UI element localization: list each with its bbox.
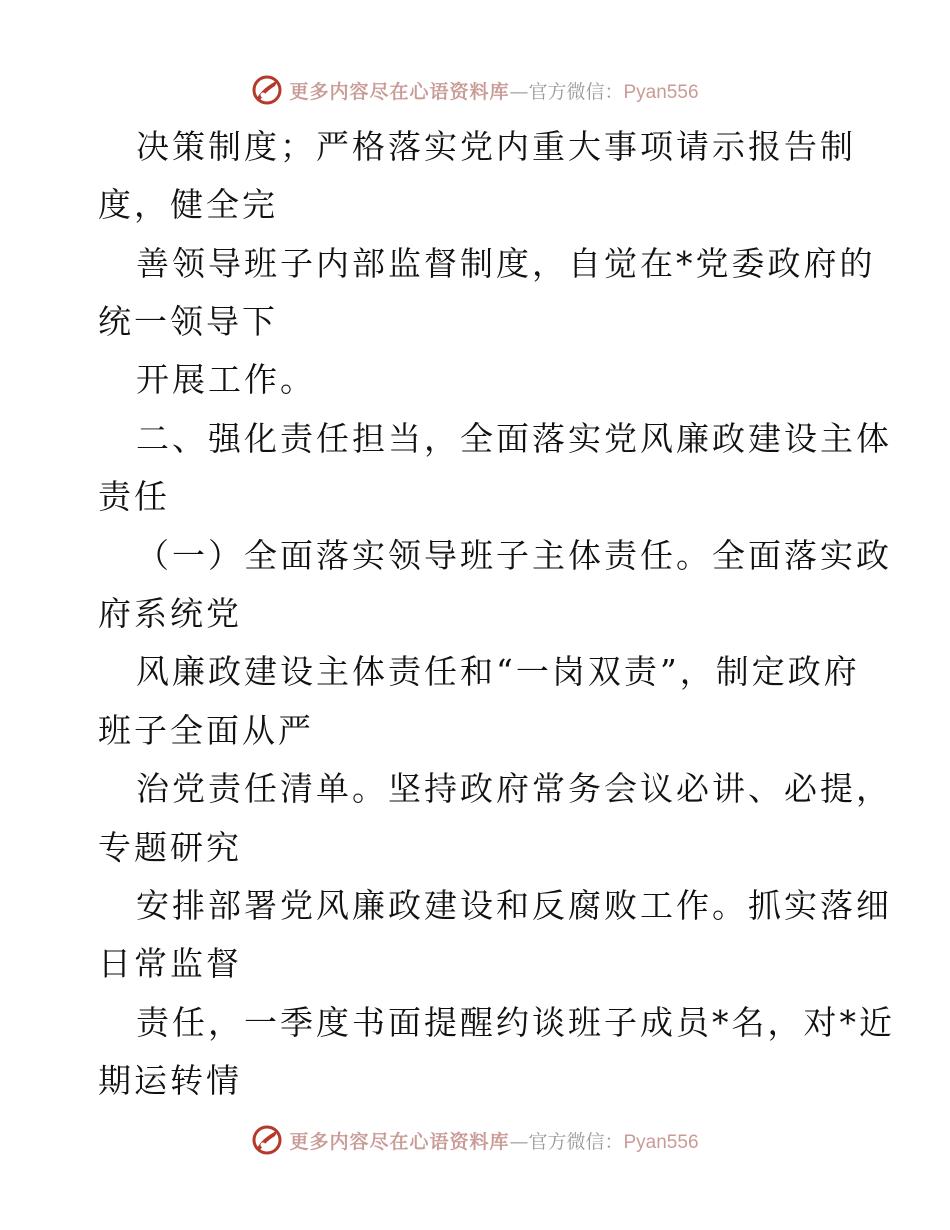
watermark-wechat-id: Pyan556 xyxy=(623,1131,699,1153)
body-line: 期运转情 xyxy=(98,1061,242,1100)
section-heading: 二、强化责任担当，全面落实党风廉政建设主体 xyxy=(136,419,892,458)
section-heading-cont: 责任 xyxy=(98,477,170,516)
body-line: 安排部署党风廉政建设和反腐败工作。抓实落细 xyxy=(136,886,892,925)
body-line: 治党责任清单。坚持政府常务会议必讲、必提， xyxy=(136,769,892,808)
ink-brush-logo-icon xyxy=(251,74,283,106)
body-line: 统一领导下 xyxy=(98,302,278,341)
body-line: 风廉政建设主体责任和“一岗双责”，制定政府 xyxy=(136,652,860,691)
watermark-wechat-id: Pyan556 xyxy=(623,81,699,103)
footer-watermark xyxy=(0,1120,950,1160)
watermark-brand: 更多内容尽在心语资料库 xyxy=(289,80,510,103)
watermark-official-label: 官方微信： xyxy=(528,80,624,103)
body-line: 日常监督 xyxy=(98,944,242,983)
body-line: 专题研究 xyxy=(98,828,242,867)
watermark-separator: — xyxy=(509,1130,529,1153)
body-line: 责任，一季度书面提醒约谈班子成员*名，对*近 xyxy=(136,1003,895,1042)
body-line: 决策制度；严格落实党内重大事项请示报告制 xyxy=(136,127,856,166)
body-line: 开展工作。 xyxy=(136,360,316,399)
body-line: 府系统党 xyxy=(98,594,242,633)
body-line: 度，健全完 xyxy=(98,185,278,224)
watermark-brand: 更多内容尽在心语资料库 xyxy=(289,1130,510,1153)
ink-brush-logo-icon xyxy=(251,1124,283,1156)
watermark-official-label: 官方微信： xyxy=(528,1130,624,1153)
body-line: 班子全面从严 xyxy=(98,711,314,750)
body-line: 善领导班子内部监督制度，自觉在*党委政府的 xyxy=(136,244,876,283)
subsection-heading: （一）全面落实领导班子主体责任。全面落实政 xyxy=(136,536,892,575)
watermark-separator: — xyxy=(509,80,529,103)
header-watermark xyxy=(0,70,950,110)
